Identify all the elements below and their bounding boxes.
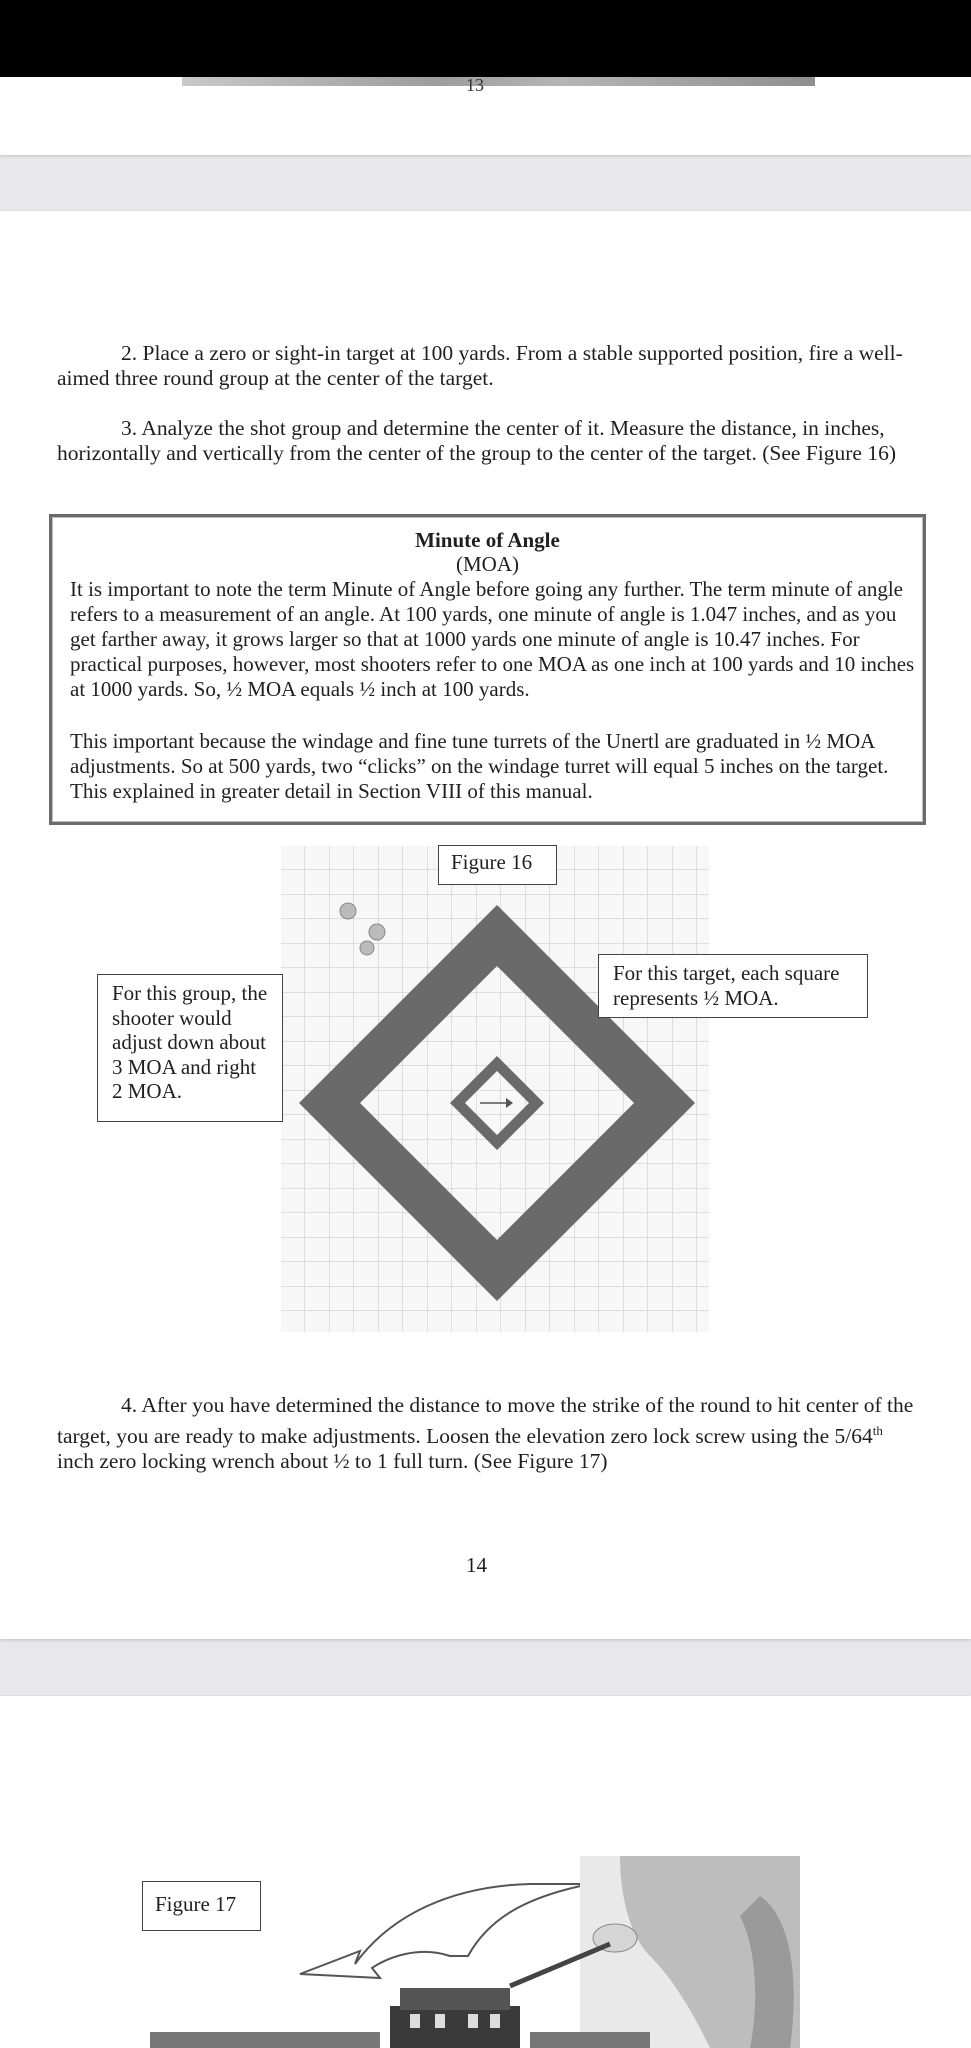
shot-hole — [340, 903, 356, 919]
moa-paragraph-2: This important because the windage and fine tune turrets of the Unertl are graduated in ½ MOA adjustments. So at 500 yards, two “clicks” on the windage turret will equal 5 inches on the target. This explained in greater detail in Section VIII of this manual. — [70, 729, 889, 803]
curved-arrow-icon — [300, 1884, 590, 1978]
step-3-label: 3. — [121, 416, 138, 440]
step-4-superscript: th — [872, 1423, 883, 1438]
previous-page-number: 13 — [466, 75, 484, 95]
figure-16-callout-right: For this target, each square represents ½ MOA. — [598, 954, 868, 1018]
moa-subtitle: (MOA) — [456, 552, 519, 576]
moa-info-box — [49, 514, 926, 825]
figure-17-label: Figure 17 — [142, 1881, 261, 1931]
step-3-text: Analyze the shot group and determine the center of it. Measure the distance, in inches, horizontally and vertically from the center of the group to the center of the target. (See Figure 16) — [57, 416, 896, 465]
figure-16-target — [280, 845, 710, 1333]
shot-hole — [360, 941, 374, 955]
page-number: 14 — [466, 1553, 487, 1577]
shot-hole — [369, 924, 385, 940]
figure-17-photo — [150, 1856, 800, 2048]
moa-paragraph-1: It is important to note the term Minute of Angle before going any further. The term minute of angle refers to a measurement of an angle. At 100 yards, one minute of angle is 1.047 inches, and as you get farther away, it grows larger so that at 1000 yards one minute of angle is 10.47 inches. For practical purposes, however, most shooters refer to one MOA as one inch at 100 yards and 10 inches at 1000 yards. So, ½ MOA equals ½ inch at 100 yards. — [70, 577, 915, 701]
step-2-text: Place a zero or sight-in target at 100 yards. From a stable supported position, fire a well-aimed three round group at the center of the target. — [57, 341, 903, 390]
document-page-15[interactable] — [0, 1696, 971, 2048]
figure-16-callout-left: For this group, the shooter would adjust down about 3 MOA and right 2 MOA. — [97, 974, 283, 1122]
step-2-paragraph — [57, 341, 919, 391]
previous-page[interactable] — [0, 77, 971, 155]
step-4-text: After you have determined the distance to move the strike of the round to hit center of the target, you are ready to make adjustments. Loosen the elevation zero lock screw using the 5/64 — [57, 1393, 914, 1449]
moa-title: Minute of Angle — [415, 528, 560, 552]
step-4-label: 4. — [121, 1393, 138, 1417]
step-4-paragraph — [57, 1393, 919, 1474]
step-2-label: 2. — [121, 341, 138, 365]
document-page-14[interactable] — [0, 211, 971, 1639]
previous-page-image-strip — [182, 77, 815, 86]
step-3-paragraph — [57, 416, 919, 466]
status-bar — [0, 0, 971, 77]
figure-16-label: Figure 16 — [438, 845, 557, 885]
step-4-text-end: inch zero locking wrench about ½ to 1 full turn. (See Figure 17) — [57, 1449, 608, 1474]
